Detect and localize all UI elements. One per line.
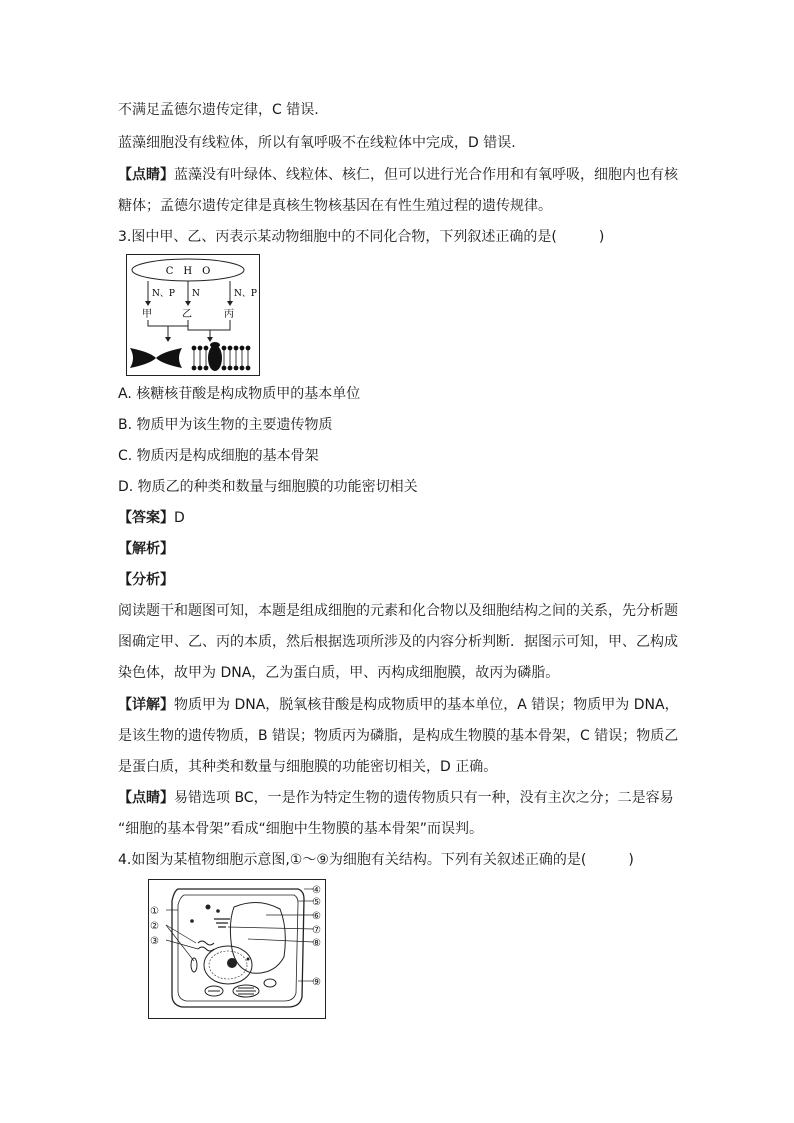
arrow-label-right: N、P — [234, 289, 257, 299]
q3-dianjing-tag: 【点睛】 — [118, 790, 174, 806]
label-5: ⑤ — [312, 897, 321, 908]
answer-value: D — [174, 510, 185, 526]
label-9: ⑨ — [312, 977, 321, 988]
label-yi: 乙 — [182, 309, 192, 320]
q3-option-c: C. 物质丙是构成细胞的基本骨架 — [118, 448, 319, 464]
arrow-label-mid: N — [192, 289, 200, 299]
q3-dianjing-text: 易错选项 BC，一是作为特定生物的遗传物质只有一种，没有主次之分；二是容易 — [174, 790, 674, 806]
dianjing-line-1 — [118, 165, 678, 185]
q3-dianjing-line-2: “细胞的基本骨架”看成“细胞中生物膜的基本骨架”而误判。 — [118, 821, 484, 837]
question-3-stem: 3.图中甲、乙、丙表示某动物细胞中的不同化合物，下列叙述正确的是( ) — [118, 229, 605, 245]
fenxi-line-2: 图确定甲、乙、丙的本质，然后根据选项所涉及的内容分析判断．据图示可知，甲、乙构成 — [118, 634, 678, 650]
dianjing-tag: 【点睛】 — [118, 167, 174, 183]
label-2: ② — [150, 921, 159, 932]
label-8: ⑧ — [312, 938, 321, 949]
label-1: ① — [150, 906, 159, 917]
analysis-tag: 【解析】 — [118, 541, 174, 557]
label-3: ③ — [150, 936, 159, 947]
fenxi-line-3: 染色体，故甲为 DNA，乙为蛋白质，甲、丙构成细胞膜，故丙为磷脂。 — [118, 665, 560, 681]
label-6: ⑥ — [312, 911, 321, 922]
q3-option-b: B. 物质甲为该生物的主要遗传物质 — [118, 417, 333, 433]
detail-line-2: 是该生物的遗传物质，B 错误；物质丙为磷脂，是构成生物膜的基本骨架，C 错误；物质乙 — [118, 728, 679, 744]
q3-answer — [118, 508, 678, 528]
label-4: ④ — [312, 885, 321, 896]
dianjing-line-2: 糖体；孟德尔遗传定律是真核生物核基因在有性生殖过程的遗传规律。 — [118, 198, 552, 214]
arrow-label-left: N、P — [152, 289, 175, 299]
label-bing: 丙 — [224, 309, 234, 320]
q3-option-d: D. 物质乙的种类和数量与细胞膜的功能密切相关 — [118, 479, 418, 495]
label-7: ⑦ — [312, 925, 321, 936]
q3-dianjing-line-1 — [118, 788, 678, 808]
fenxi-tag: 【分析】 — [118, 572, 174, 588]
q3-figure — [126, 254, 260, 376]
paragraph-d-wrong: 蓝藻细胞没有线粒体，所以有氧呼吸不在线粒体中完成，D 错误. — [118, 135, 516, 151]
detail-line-3: 是蛋白质，其种类和数量与细胞膜的功能密切相关，D 正确。 — [118, 759, 498, 775]
detail-tag: 【详解】 — [118, 697, 174, 713]
paragraph-c-wrong: 不满足孟德尔遗传定律，C 错误. — [118, 102, 319, 118]
q3-option-a: A. 核糖核苷酸是构成物质甲的基本单位 — [118, 386, 361, 402]
detail-text: 物质甲为 DNA，脱氧核苷酸是构成物质甲的基本单位，A 错误；物质甲为 DNA， — [174, 697, 679, 713]
fenxi-line-1: 阅读题干和题图可知，本题是组成细胞的元素和化合物以及细胞结构之间的关系，先分析题 — [118, 603, 678, 619]
label-jia: 甲 — [142, 309, 152, 320]
answer-tag: 【答案】 — [118, 510, 174, 526]
dianjing-text: 蓝藻没有叶绿体、线粒体、核仁，但可以进行光合作用和有氧呼吸，细胞内也有核 — [174, 167, 678, 183]
q4-figure — [148, 879, 326, 1019]
detail-line-1 — [118, 695, 678, 715]
element-label: C H O — [165, 266, 211, 277]
question-4-stem: 4.如图为某植物细胞示意图,①～⑨为细胞有关结构。下列有关叙述正确的是( ) — [118, 852, 634, 868]
